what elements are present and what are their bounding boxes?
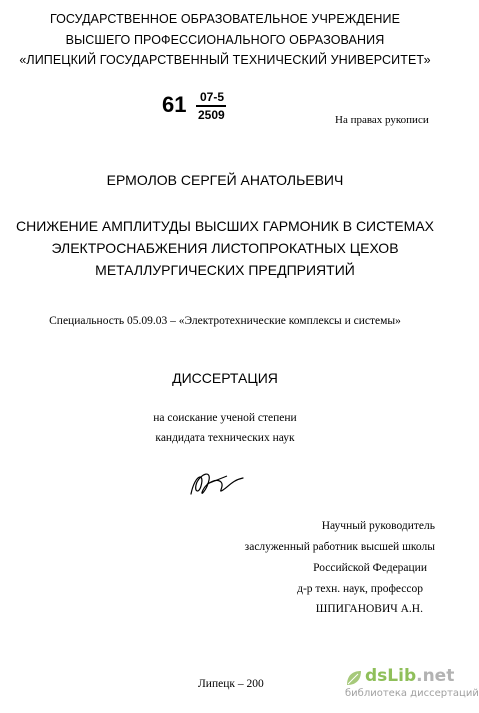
signature-image bbox=[187, 464, 247, 504]
supervisor-line-3: Российской Федерации bbox=[313, 562, 427, 574]
leaf-icon bbox=[345, 669, 363, 687]
supervisor-line-2: заслуженный работник высшей школы bbox=[244, 541, 435, 553]
watermark-subtitle: библиотека диссертаций bbox=[345, 688, 479, 699]
institution-line-1: ГОСУДАРСТВЕННОЕ ОБРАЗОВАТЕЛЬНОЕ УЧРЕЖДЕНИЕ bbox=[49, 12, 401, 26]
library-code-main: 61 bbox=[162, 92, 187, 117]
specialty: Специальность 05.09.03 – «Электротехнические комплексы и системы» bbox=[49, 315, 401, 327]
institution-line-2: ВЫСШЕГО ПРОФЕССИОНАЛЬНОГО ОБРАЗОВАНИЯ bbox=[65, 33, 385, 47]
author-name: ЕРМОЛОВ СЕРГЕЙ АНАТОЛЬЕВИЧ bbox=[106, 172, 344, 188]
city-year: Липецк – 200 bbox=[198, 678, 264, 690]
watermark-brand-a: dsLib bbox=[365, 666, 417, 686]
library-code-top: 07-5 bbox=[200, 90, 225, 104]
watermark-brand bbox=[365, 666, 454, 686]
institution-line-3: «ЛИПЕЦКИЙ ГОСУДАРСТВЕННЫЙ ТЕХНИЧЕСКИЙ УНИВЕРСИТЕТ» bbox=[19, 53, 431, 67]
library-code-divider bbox=[196, 105, 226, 107]
supervisor-line-1: Научный руководитель bbox=[321, 520, 435, 532]
supervisor-line-5: ШПИГАНОВИЧ А.Н. bbox=[315, 603, 423, 615]
thesis-title-line-1: СНИЖЕНИЕ АМПЛИТУДЫ ВЫСШИХ ГАРМОНИК В СИСТЕМАХ bbox=[15, 218, 434, 234]
thesis-title-line-2: ЭЛЕКТРОСНАБЖЕНИЯ ЛИСТОПРОКАТНЫХ ЦЕХОВ bbox=[51, 240, 399, 256]
manuscript-rights-note: На правах рукописи bbox=[335, 114, 429, 126]
degree-line-1: на соискание ученой степени bbox=[153, 412, 297, 424]
supervisor-line-4: д-р техн. наук, профессор bbox=[297, 583, 423, 595]
degree-line-2: кандидата технических наук bbox=[155, 432, 295, 444]
document-type: ДИССЕРТАЦИЯ bbox=[172, 370, 278, 386]
library-code-bottom: 2509 bbox=[198, 108, 225, 122]
watermark-brand-b: .net bbox=[416, 666, 455, 686]
thesis-title-line-3: МЕТАЛЛУРГИЧЕСКИХ ПРЕДПРИЯТИЙ bbox=[95, 262, 355, 278]
